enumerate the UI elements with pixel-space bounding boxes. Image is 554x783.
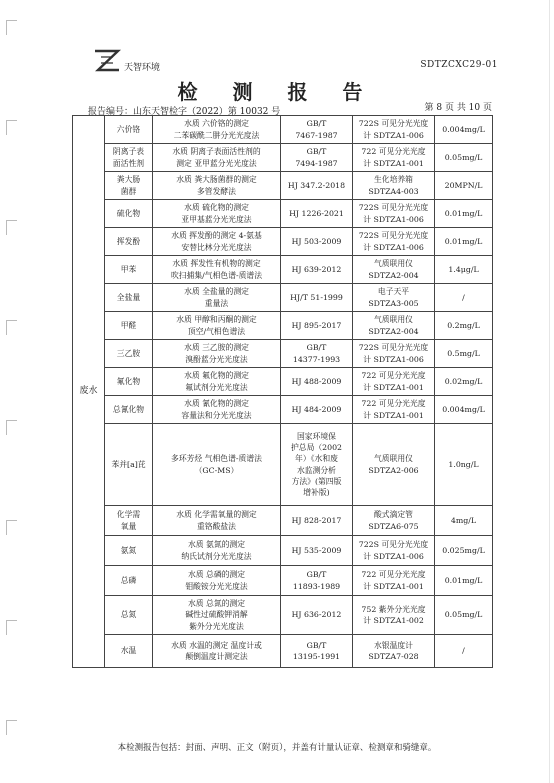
standard-cell: HJ 484-2009 <box>281 396 353 424</box>
logo-text: 天智环境 <box>124 62 161 73</box>
table-row <box>73 368 493 396</box>
limit-cell: 4mg/L <box>435 506 493 536</box>
table-row <box>73 228 493 256</box>
standard-cell: HJ 895-2017 <box>281 312 353 340</box>
standard-cell: HJ 639-2012 <box>281 256 353 284</box>
standard-cell: GB/T 7467-1987 <box>281 116 353 144</box>
company-logo <box>92 48 160 74</box>
instrument-cell: 722 可见分光光度 计 SDTZA1-001 <box>353 566 435 596</box>
table-row <box>73 256 493 284</box>
method-cell: 水质 六价铬的测定 二苯碳酰二肼分光光度法 <box>153 116 281 144</box>
method-cell: 水质 挥发酚的测定 4-氨基 安替比林分光光度法 <box>153 228 281 256</box>
page-edge <box>549 0 550 783</box>
method-cell: 多环芳烃 气相色谱-质谱法 （GC-MS） <box>153 424 281 506</box>
limit-cell: 0.5mg/L <box>435 340 493 368</box>
binding-marks <box>6 20 16 760</box>
method-cell: 水质 全盐量的测定 重量法 <box>153 284 281 312</box>
method-cell: 水质 氨氮的测定 纳氏试剂分光光度法 <box>153 536 281 566</box>
item-cell: 氟化物 <box>105 368 153 396</box>
instrument-cell: 电子天平 SDTZA3-005 <box>353 284 435 312</box>
instrument-cell: 722S 可见分光光度 计 SDTZA1-006 <box>353 536 435 566</box>
table-row <box>73 284 493 312</box>
table-row <box>73 635 493 668</box>
table-row <box>73 312 493 340</box>
limit-cell: 0.004mg/L <box>435 116 493 144</box>
item-cell: 阴离子表 面活性剂 <box>105 144 153 172</box>
limit-cell: 0.004mg/L <box>435 396 493 424</box>
instrument-cell: 722 可见分光光度 计 SDTZA1-001 <box>353 368 435 396</box>
instrument-cell: 气质联用仪 SDTZA2-004 <box>353 256 435 284</box>
limit-cell: 0.025mg/L <box>435 536 493 566</box>
item-cell: 总氮 <box>105 596 153 635</box>
method-cell: 水质 总氮的测定 碱性过硫酸钾消解 紫外分光光度法 <box>153 596 281 635</box>
item-cell: 挥发酚 <box>105 228 153 256</box>
method-cell: 水质 阴离子表面活性剂的 测定 亚甲蓝分光光度法 <box>153 144 281 172</box>
method-cell: 水质 氰化物的测定 容量法和分光光度法 <box>153 396 281 424</box>
instrument-cell: 752 紫外分光光度 计 SDTZA1-002 <box>353 596 435 635</box>
standard-cell: HJ/T 51-1999 <box>281 284 353 312</box>
limit-cell: 0.2mg/L <box>435 312 493 340</box>
method-cell: 水质 甲醇和丙酮的测定 顶空/气相色谱法 <box>153 312 281 340</box>
table-row <box>73 340 493 368</box>
page-info: 第 8 页 共 10 页 <box>424 103 492 113</box>
instrument-cell: 722S 可见分光光度 计 SDTZA1-006 <box>353 200 435 228</box>
limit-cell: 0.01mg/L <box>435 566 493 596</box>
item-cell: 总磷 <box>105 566 153 596</box>
instrument-cell: 生化培养箱 SDTZA4-003 <box>353 172 435 200</box>
table-row <box>73 566 493 596</box>
report-number: 报告编号：山东天智检字（2022）第 10032 号 <box>88 107 281 117</box>
item-cell: 甲醛 <box>105 312 153 340</box>
report-code: SDTZCXC29-01 <box>420 60 498 70</box>
instrument-cell: 722S 可见分光光度 计 SDTZA1-006 <box>353 340 435 368</box>
method-cell: 水质 化学需氧量的测定 重铬酸盐法 <box>153 506 281 536</box>
method-cell: 水质 三乙胺的测定 溴酚蓝分光光度法 <box>153 340 281 368</box>
limit-cell: 0.05mg/L <box>435 144 493 172</box>
item-cell: 水温 <box>105 635 153 668</box>
limit-cell: 0.01mg/L <box>435 200 493 228</box>
method-cell: 水质 硫化物的测定 亚甲基蓝分光光度法 <box>153 200 281 228</box>
item-cell: 粪大肠 菌群 <box>105 172 153 200</box>
item-cell: 苯并[a]芘 <box>105 424 153 506</box>
standard-cell: GB/T 11893-1989 <box>281 566 353 596</box>
table-row <box>73 144 493 172</box>
item-cell: 化学需 氧量 <box>105 506 153 536</box>
method-cell: 水质 总磷的测定 钼酸铵分光光度法 <box>153 566 281 596</box>
instrument-cell: 722 可见分光光度 计 SDTZA1-001 <box>353 396 435 424</box>
limit-cell: / <box>435 635 493 668</box>
standard-cell: GB/T 13195-1991 <box>281 635 353 668</box>
standard-cell: GB/T 7494-1987 <box>281 144 353 172</box>
method-cell: 水质 挥发性有机物的测定 吹扫捕集/气相色谱-质谱法 <box>153 256 281 284</box>
instrument-cell: 气质联用仪 SDTZA2-004 <box>353 312 435 340</box>
table-row <box>73 116 493 144</box>
instrument-cell: 气质联用仪 SDTZA2-006 <box>353 424 435 506</box>
method-cell: 水质 粪大肠菌群的测定 多管发酵法 <box>153 172 281 200</box>
logo-icon <box>92 48 122 74</box>
limit-cell: 0.02mg/L <box>435 368 493 396</box>
table-row <box>73 200 493 228</box>
item-cell: 甲苯 <box>105 256 153 284</box>
standard-cell: GB/T 14377-1993 <box>281 340 353 368</box>
standard-cell: 国家环境保 护总局（2002 年）《水和废 水监测分析 方法》(第四版 增补版) <box>281 424 353 506</box>
limit-cell: 1.0ng/L <box>435 424 493 506</box>
instrument-cell: 酸式滴定管 SDTZA6-075 <box>353 506 435 536</box>
standard-cell: HJ 636-2012 <box>281 596 353 635</box>
table-row <box>73 506 493 536</box>
method-cell: 水质 氟化物的测定 氟试剂分光光度法 <box>153 368 281 396</box>
item-cell: 总氰化物 <box>105 396 153 424</box>
item-cell: 硫化物 <box>105 200 153 228</box>
standard-cell: HJ 535-2009 <box>281 536 353 566</box>
standard-cell: HJ 828-2017 <box>281 506 353 536</box>
item-cell: 三乙胺 <box>105 340 153 368</box>
instrument-cell: 水银温度计 SDTZA7-028 <box>353 635 435 668</box>
limit-cell: 1.4μg/L <box>435 256 493 284</box>
table-row <box>73 536 493 566</box>
instrument-cell: 722S 可见分光光度 计 SDTZA1-006 <box>353 116 435 144</box>
limit-cell: 0.05mg/L <box>435 596 493 635</box>
item-cell: 六价铬 <box>105 116 153 144</box>
method-cell: 水质 水温的测定 温度计或 颠倒温度计测定法 <box>153 635 281 668</box>
table-row <box>73 596 493 635</box>
standard-cell: HJ 347.2-2018 <box>281 172 353 200</box>
page-title: 检 测 报 告 <box>177 80 377 104</box>
limit-cell: 20MPN/L <box>435 172 493 200</box>
instrument-cell: 722 可见分光光度 计 SDTZA1-001 <box>353 144 435 172</box>
instrument-cell: 722S 可见分光光度 计 SDTZA1-006 <box>353 228 435 256</box>
standard-cell: HJ 503-2009 <box>281 228 353 256</box>
results-table <box>72 115 493 668</box>
results-table-body <box>73 116 493 668</box>
limit-cell: / <box>435 284 493 312</box>
item-cell: 全盐量 <box>105 284 153 312</box>
table-row <box>73 396 493 424</box>
table-row <box>73 172 493 200</box>
table-row <box>73 424 493 506</box>
standard-cell: HJ 488-2009 <box>281 368 353 396</box>
standard-cell: HJ 1226-2021 <box>281 200 353 228</box>
limit-cell: 0.01mg/L <box>435 228 493 256</box>
item-cell: 氨氮 <box>105 536 153 566</box>
footer-note: 本检测报告包括：封面、声明、正文（附页），并盖有计量认证章、检测章和骑缝章。 <box>117 743 437 753</box>
category-cell: 废水 <box>73 116 105 668</box>
